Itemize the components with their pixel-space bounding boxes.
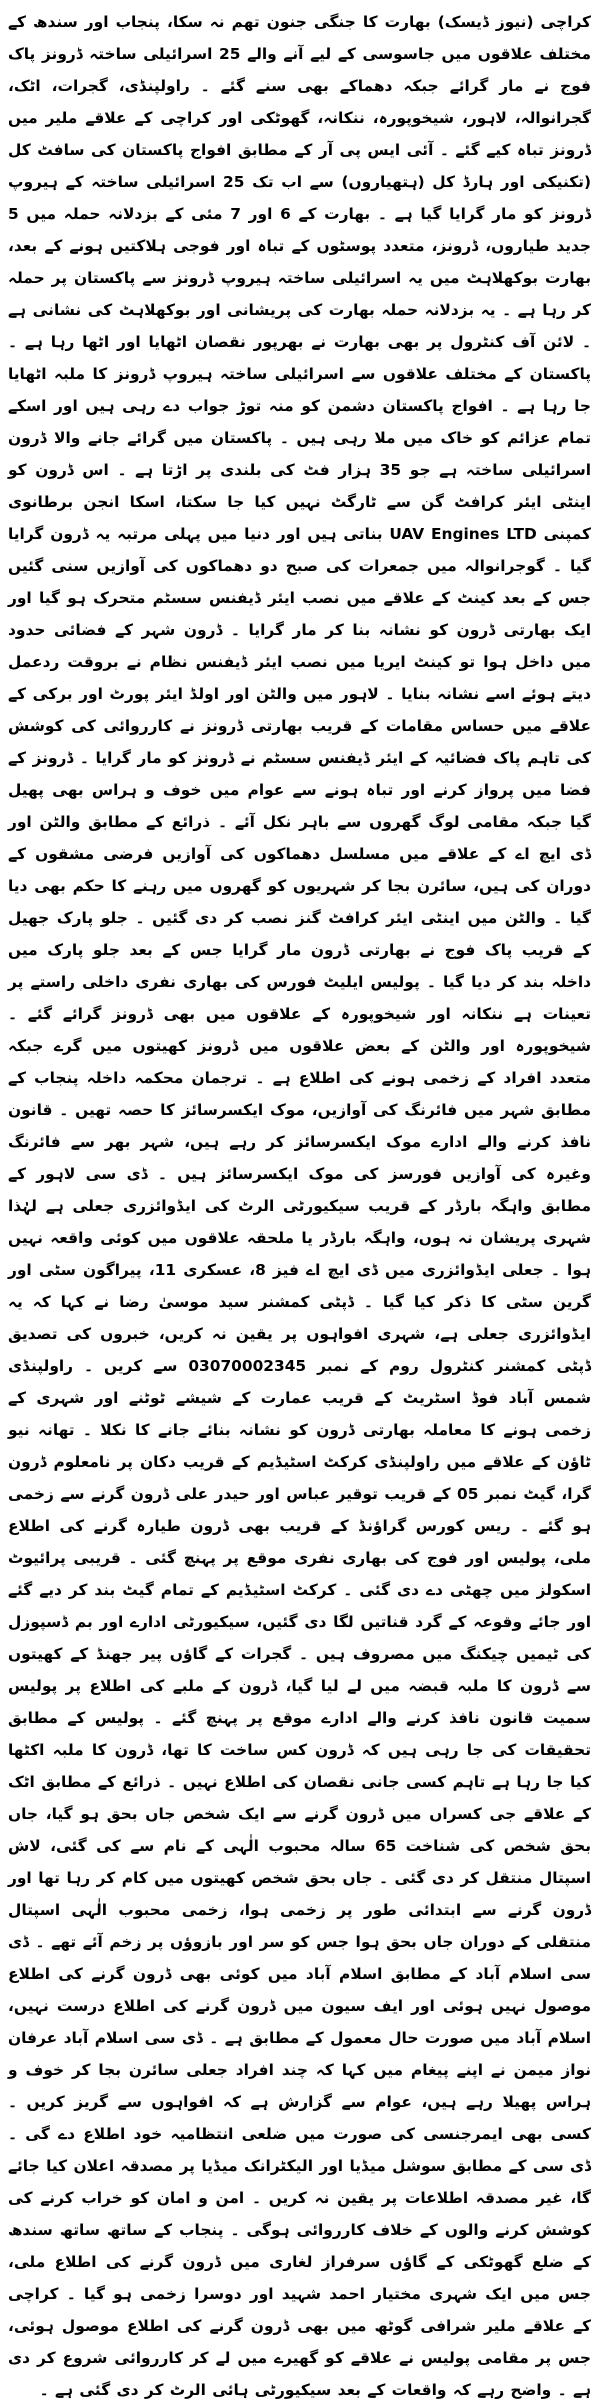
article-body-text: کراچی (نیوز ڈیسک) بھارت کا جنگی جنون تھم نہ سکا، پنجاب اور سندھ کے مختلف علاقوں میں جاسوسی کے لیے آنے والے 25 اسرائیلی ساختہ ڈرونز پاک فوج نے مار گرائے جبکہ دھماکے بھی سنے گئے ۔ راولپنڈی، گجرات، اٹک، گجرانوالہ، لاہور، شیخوپورہ، ننکانہ، گھوٹکی اور کراچی کے علاقے ملیر میں ڈرونز تباہ کیے گئے ۔ آئی ایس پی آر کے مطابق افواج پاکستان کی سافٹ کل (تکنیکی اور ہارڈ کل (ہتھیاروں) سے اب تک 25 اسرائیلی ساختہ کے ہیروپ ڈرونز کو مار گرایا گیا ہے ۔ بھارت کے 6 اور 7 مئی کے بزدلانہ حملہ میں 5 جدید طیاروں، ڈرونز، متعدد پوسٹوں کے تباہ اور فوجی ہلاکتیں ہونے کے بعد، بھارت بوکھلاہٹ میں یہ اسرائیلی ساختہ ہیروپ ڈرونز سے پاکستان پر حملہ کر رہا ہے ۔ یہ بزدلانہ حملہ بھارت کی پریشانی اور بوکھلاہٹ کی نشانی ہے ۔ لائن آف کنٹرول پر بھی بھارت نے بھرپور نقصان اٹھایا اور اٹھا رہا ہے ۔ پاکستان کے مختلف علاقوں سے اسرائیلی ساختہ ہیروپ ڈرونز کا ملبہ اٹھایا جا رہا ہے ۔ افواج پاکستان دشمن کو منہ توڑ جواب دے رہی ہیں اور اسکے تمام عزائم کو خاک میں ملا رہی ہیں ۔ پاکستان میں گرائے جانے والا ڈرون اسرائیلی ساختہ ہے جو 35 ہزار فٹ کی بلندی پر اڑتا ہے ۔ اس ڈرون کو اینٹی ایئر کرافٹ گن سے ٹارگٹ نہیں کیا جا سکتا، اسکا انجن برطانوی کمپنی UAV Engines LTD بناتی ہیں اور دنیا میں پہلی مرتبہ یہ ڈرون گرایا گیا ۔ گوجرانوالہ میں جمعرات کی صبح دو دھماکوں کی آوازیں سنی گئیں جس کے بعد کینٹ کے علاقے میں نصب ایئر ڈیفنس سسٹم متحرک ہو گیا اور ایک بھارتی ڈرون کو نشانہ بنا کر مار گرایا ۔ ڈرون شہر کے فضائی حدود میں داخل ہوا تو کینٹ ایریا میں نصب ایئر ڈیفنس نظام نے بروقت ردعمل دیتے ہوئے اسے نشانہ بنایا ۔ لاہور میں والٹن اور اولڈ ایئر پورٹ اور برکی کے علاقے میں حساس مقامات کے قریب بھارتی ڈرونز نے کارروائی کی کوشش کی تاہم پاک فضائیہ کے ایئر ڈیفنس سسٹم نے ڈرونز کو مار گرایا ۔ ڈرونز کے فضا میں پرواز کرنے اور تباہ ہونے سے عوام میں خوف و ہراس بھی پھیل گیا جبکہ مقامی لوگ گھروں سے باہر نکل آئے ۔ ذرائع کے مطابق والٹن اور ڈی ایچ اے کے علاقے میں مسلسل دھماکوں کی آوازیں فرضی مشقوں کے دوران کی ہیں، سائرن بجا کر شہریوں کو گھروں میں رہنے کا حکم بھی دیا گیا ۔ والٹن میں اینٹی ایئر کرافٹ گنز نصب کر دی گئیں ۔ جلو پارک جھیل کے قریب پاک فوج نے بھارتی ڈرون مار گرایا جس کے بعد جلو پارک میں داخلہ بند کر دیا گیا ۔ پولیس ایلیٹ فورس کی بھاری نفری داخلی راستے پر تعینات ہے ننکانہ اور شیخوپورہ کے علاقوں میں بھی ڈرونز گرائے گئے ۔ شیخوپورہ اور والٹن کے بعض علاقوں میں ڈرونز کھیتوں میں گرے جبکہ متعدد افراد کے زخمی ہونے کی اطلاع ہے ۔ ترجمان محکمہ داخلہ پنجاب کے مطابق شہر میں فائرنگ کی آوازیں، موک ایکسرسائز کا حصہ تھیں ۔ قانون نافذ کرنے والے ادارے موک ایکسرسائز کر رہے ہیں، شہر بھر سے فائرنگ وغیرہ کی آوازیں فورسز کی موک ایکسرسائز ہیں ۔ ڈی سی لاہور کے مطابق واہگہ بارڈر کے قریب سیکیورٹی الرٹ کی ایڈوائزری جعلی ہے لہٰذا شہری پریشان نہ ہوں، واہگہ بارڈر یا ملحقہ علاقوں میں کوئی واقعہ نہیں ہوا ۔ جعلی ایڈوائزری میں ڈی ایچ اے فیز 8، عسکری 11، پیراگون سٹی اور گرین سٹی کا ذکر کیا گیا ۔ ڈپٹی کمشنر سید موسیٰ رضا نے کہا کہ یہ ایڈوائزری جعلی ہے، شہری افواہوں پر یقین نہ کریں، خبروں کی تصدیق ڈپٹی کمشنر کنٹرول روم کے نمبر 03070002345 سے کریں ۔ راولپنڈی شمس آباد فوڈ اسٹریٹ کے قریب عمارت کے شیشے ٹوٹنے اور شہری کے زخمی ہونے کا معاملہ بھارتی ڈرون کو نشانہ بنائے جانے کا نکلا ۔ تھانہ نیو ٹاؤن کے علاقے میں راولپنڈی کرکٹ اسٹیڈیم کے قریب دکان پر نامعلوم ڈرون گرا، گیٹ نمبر 05 کے قریب توقیر عباس اور حیدر علی ڈرون گرنے سے زخمی ہو گئے ۔ ریس کورس گراؤنڈ کے قریب بھی ڈرون طیارہ گرنے کی اطلاع ملی، پولیس اور فوج کی بھاری نفری موقع پر پہنچ گئی ۔ قریبی پرائیوٹ اسکولز میں چھٹی دے دی گئی ۔ کرکٹ اسٹیڈیم کے تمام گیٹ بند کر دیے گئے اور جائے وقوعہ کے گرد قناتیں لگا دی گئیں، سیکیورٹی ادارے اور بم ڈسپوزل کی ٹیمیں چیکنگ میں مصروف ہیں ۔ گجرات کے گاؤں پیر جھنڈ کے کھیتوں سے ڈرون کا ملبہ قبضہ میں لے لیا گیا، ڈرون کے ملبے کی اطلاع پر پولیس سمیت قانون نافذ کرنے والے ادارے موقع پر پہنچ گئے ۔ پولیس کے مطابق تحقیقات کی جا رہی ہیں کہ ڈرون کس ساخت کا تھا، ڈرون کا ملبہ اکٹھا کیا جا رہا ہے تاہم کسی جانی نقصان کی اطلاع نہیں ۔ ذرائع کے مطابق اٹک کے علاقے جی کسراں میں ڈرون گرنے سے ایک شخص جاں بحق ہو گیا، جاں بحق شخص کی شناخت 65 سالہ محبوب الٰہی کے نام سے کی گئی، لاش اسپتال منتقل کر دی گئی ۔ جاں بحق شخص کھیتوں میں کام کر رہا تھا اور ڈرون گرنے سے ابتدائی طور پر زخمی ہوا، زخمی محبوب الٰہی اسپتال منتقلی کے دوران جاں بحق ہوا جس کو سر اور بازوؤں پر زخم آئے تھے ۔ ڈی سی اسلام آباد کے مطابق اسلام آباد میں کوئی بھی ڈرون گرنے کی اطلاع موصول نہیں ہوئی اور ایف سیون میں ڈرون گرنے کی اطلاع درست نہیں، اسلام آباد میں صورت حال معمول کے مطابق ہے ۔ ڈی سی اسلام آباد عرفان نواز میمن نے اپنے پیغام میں کہا کہ چند افراد جعلی سائرن بجا کر خوف و ہراس پھیلا رہے ہیں، عوام سے گزارش ہے کہ افواہوں سے گریز کریں ۔ کسی بھی ایمرجنسی کی صورت میں ضلعی انتظامیہ خود اطلاع دے گی ۔ ڈی سی کے مطابق سوشل میڈیا اور الیکٹرانک میڈیا پر مصدقہ اعلان کیا جائے گا، غیر مصدقہ اطلاعات پر یقین نہ کریں ۔ امن و امان کو خراب کرنے کی کوشش کرنے والوں کے خلاف کارروائی ہوگی ۔ پنجاب کے ساتھ ساتھ سندھ کے ضلع گھوٹکی کے گاؤں سرفراز لغاری میں ڈرون گرنے کی اطلاع ملی، جس میں ایک شہری مختیار احمد شہید اور دوسرا زخمی ہو گیا ۔ کراچی کے علاقے ملیر شرافی گوٹھ میں بھی ڈرون گرنے کی اطلاع موصول ہوئی، جس پر مقامی پولیس نے علاقے کو گھیرے میں لے کر کارروائی شروع کر دی ہے ۔ واضح رہے کہ واقعات کے بعد سیکیورٹی ہائی الرٹ کر دی گئی ہے ۔ [8,13,592,2399]
